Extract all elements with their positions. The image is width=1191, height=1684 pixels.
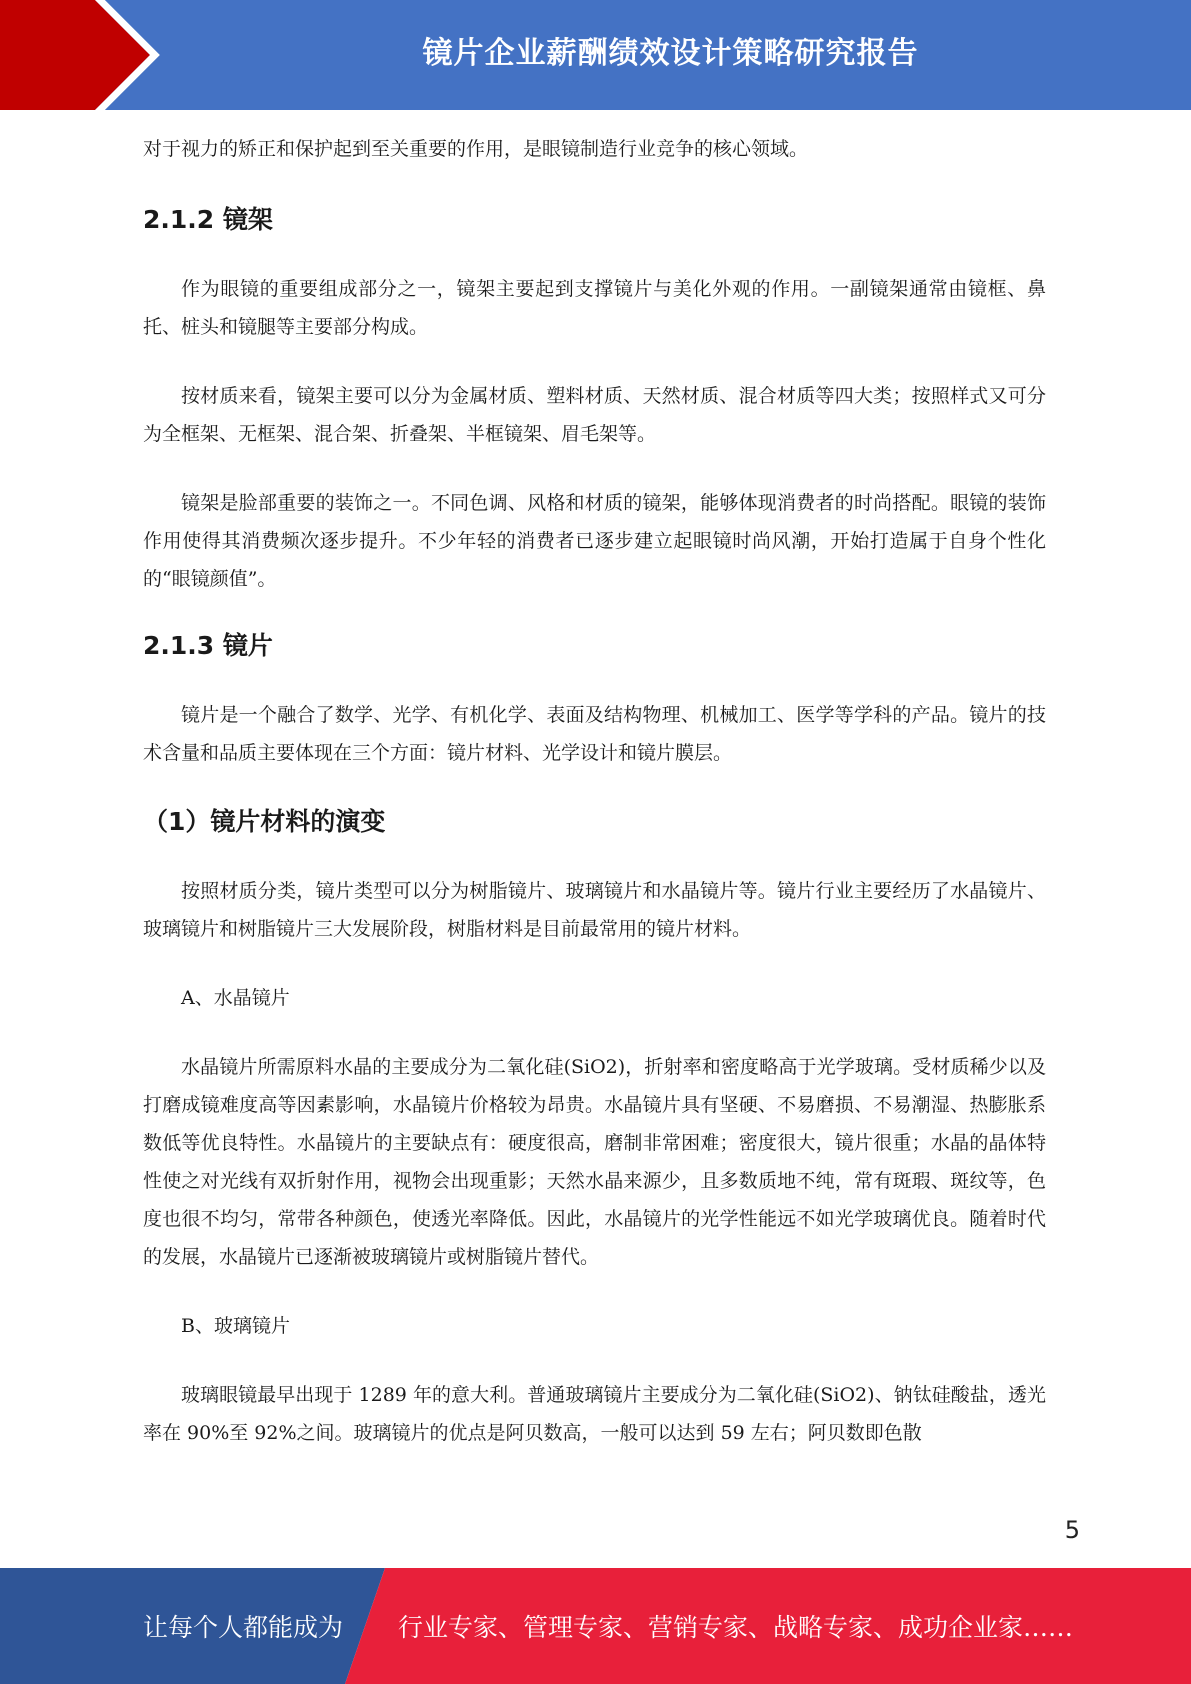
page-header <box>0 0 1191 110</box>
paragraph: 水晶镜片所需原料水晶的主要成分为二氧化硅(SiO2)，折射率和密度略高于光学玻璃。受材质稀少以及打磨成镜难度高等因素影响，水晶镜片价格较为昂贵。水晶镜片具有坚硬、不易磨损、不易潮湿、热膨胀系数低等优良特性。水晶镜片的主要缺点有：硬度很高，磨制非常困难；密度很大，镜片很重；水晶的晶体特性使之对光线有双折射作用，视物会出现重影；天然水晶来源少，且多数质地不纯，常有斑瑕、斑纹等，色度也很不均匀，常带各种颜色，使透光率降低。因此，水晶镜片的光学性能远不如光学玻璃优良。随着时代的发展，水晶镜片已逐渐被玻璃镜片或树脂镜片替代。 <box>143 1056 1046 1268</box>
paragraph: 镜架是脸部重要的装饰之一。不同色调、风格和材质的镜架，能够体现消费者的时尚搭配。眼镜的装饰作用使得其消费频次逐步提升。不少年轻的消费者已逐步建立起眼镜时尚风潮，开始打造属于自身个性化的“眼镜颜值”。 <box>143 492 1046 590</box>
subsection-heading: （1）镜片材料的演变 <box>143 807 386 836</box>
paragraph: 作为眼镜的重要组成部分之一，镜架主要起到支撑镜片与美化外观的作用。一副镜架通常由镜框、鼻托、桩头和镜腿等主要部分构成。 <box>143 278 1046 338</box>
footer-slogan-right: 行业专家、管理专家、营销专家、战略专家、成功企业家…… <box>398 1613 1074 1642</box>
paragraph: 镜片是一个融合了数学、光学、有机化学、表面及结构物理、机械加工、医学等学科的产品。镜片的技术含量和品质主要体现在三个方面：镜片材料、光学设计和镜片膜层。 <box>143 704 1046 764</box>
footer-slogan-left: 让每个人都能成为 <box>143 1613 344 1642</box>
paragraph: 按照材质分类，镜片类型可以分为树脂镜片、玻璃镜片和水晶镜片等。镜片行业主要经历了水晶镜片、玻璃镜片和树脂镜片三大发展阶段，树脂材料是目前最常用的镜片材料。 <box>143 880 1046 940</box>
section-heading-frame: 2.1.2 镜架 <box>143 205 273 234</box>
document-body <box>143 130 1046 1452</box>
item-label-a: A、水晶镜片 <box>181 987 290 1009</box>
page-title: 镜片企业薪酬绩效设计策略研究报告 <box>422 36 919 71</box>
page-number: 5 <box>1064 1516 1080 1544</box>
item-label-b: B、玻璃镜片 <box>181 1315 290 1337</box>
paragraph: 玻璃眼镜最早出现于 1289 年的意大利。普通玻璃镜片主要成分为二氧化硅(SiO2)、钠钛硅酸盐，透光率在 90%至 92%之间。玻璃镜片的优点是阿贝数高，一般可以达到 59 左右；阿贝数即色散 <box>143 1384 1046 1444</box>
intro-paragraph: 对于视力的矫正和保护起到至关重要的作用，是眼镜制造行业竞争的核心领域。 <box>143 138 809 160</box>
page-footer <box>0 1568 1191 1684</box>
paragraph: 按材质来看，镜架主要可以分为金属材质、塑料材质、天然材质、混合材质等四大类；按照样式又可分为全框架、无框架、混合架、折叠架、半框镜架、眉毛架等。 <box>143 385 1046 445</box>
section-heading-lens: 2.1.3 镜片 <box>143 631 273 660</box>
